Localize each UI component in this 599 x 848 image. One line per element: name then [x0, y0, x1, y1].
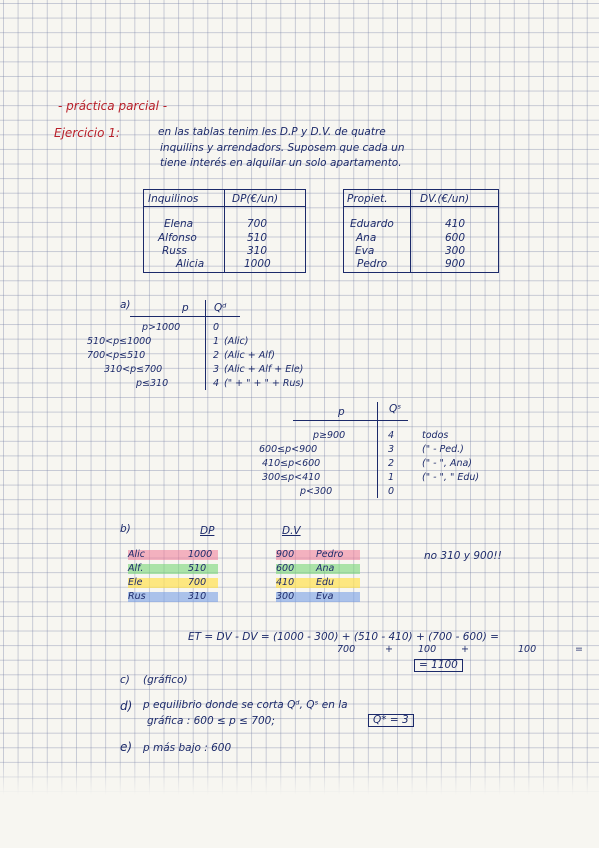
tenant-name: Russ: [162, 245, 187, 257]
et-term: +: [461, 644, 469, 655]
dp-row: [128, 592, 218, 602]
tenants-header-value: DP(€/un): [232, 193, 279, 205]
part-a-label: a): [120, 299, 131, 311]
demand-col-p: p: [182, 302, 189, 314]
dv-row-value: 900: [276, 549, 295, 560]
demand-row-note: (Alic + Alf): [224, 350, 275, 361]
tenants-header-name: Inquilinos: [148, 193, 199, 205]
part-c-label: c): [120, 674, 130, 686]
part-d-line-1: p equilibrio donde se corta Qᵈ, Qˢ en la: [143, 699, 348, 711]
supply-row-p: p<300: [300, 486, 333, 497]
supply-row-note: todos: [422, 430, 449, 441]
dv-row: [276, 592, 360, 602]
supply-row-p: 410≤p<600: [262, 458, 321, 469]
supply-row-q: 3: [388, 444, 395, 455]
dp-row-name: Alic: [128, 549, 146, 560]
demand-row-q: 2: [213, 350, 220, 361]
supply-row-note: (" - Ped.): [422, 444, 464, 455]
dv-row-name: Edu: [316, 577, 335, 588]
dp-row: [128, 578, 218, 588]
owner-name: Pedro: [357, 258, 388, 270]
demand-row-note: (Alic): [224, 336, 249, 347]
supply-row-p: p≥900: [313, 430, 346, 441]
part-d-line-2: gráfica : 600 ≤ p ≤ 700;: [147, 715, 275, 727]
owners-table-header-divider: [343, 206, 498, 207]
part-c-text: (gráfico): [143, 674, 188, 686]
owner-value: 410: [445, 218, 466, 230]
supply-col-p: p: [338, 406, 345, 418]
tenant-value: 310: [247, 245, 268, 257]
tenant-name: Alicia: [176, 258, 205, 270]
dv-row-value: 600: [276, 563, 295, 574]
demand-table-hline: [130, 316, 240, 317]
supply-row-p: 600≤p<900: [259, 444, 318, 455]
tenant-value: 700: [247, 218, 268, 230]
demand-row-p: 310<p≤700: [104, 364, 163, 375]
tenant-name: Elena: [164, 218, 194, 230]
et-term: 100: [518, 644, 537, 655]
dv-row: [276, 564, 360, 574]
dp-row-name: Rus: [128, 591, 146, 602]
supply-row-note: (" - ", " Edu): [422, 472, 480, 483]
dp-row: [128, 550, 218, 560]
demand-row-q: 0: [213, 322, 220, 333]
owners-table-col-divider: [410, 189, 411, 272]
demand-row-p: 510<p≤1000: [87, 336, 152, 347]
tenant-value: 1000: [244, 258, 271, 270]
demand-row-q: 3: [213, 364, 220, 375]
dv-row-name: Eva: [316, 591, 334, 602]
part-b-label: b): [120, 523, 131, 535]
demand-row-p: p≤310: [136, 378, 169, 389]
intro-line-3: tiene interés en alquilar un solo apartamento.: [160, 157, 402, 169]
dp-row-value: 700: [188, 577, 207, 588]
equilibrium-quantity-box: Q* = 3: [368, 714, 414, 727]
et-result: = 1100: [414, 659, 463, 672]
part-d-label: d): [120, 699, 133, 713]
part-e-text: p más bajo : 600: [143, 742, 232, 754]
demand-row-note: (Alic + Alf + Ele): [224, 364, 304, 375]
supply-row-q: 0: [388, 486, 395, 497]
owner-value: 600: [445, 232, 466, 244]
dp-row-value: 510: [188, 563, 207, 574]
et-term: 100: [418, 644, 437, 655]
demand-row-p: p>1000: [142, 322, 181, 333]
dp-row-value: 1000: [188, 549, 213, 560]
supply-col-q: Qˢ: [389, 403, 402, 415]
dp-row-name: Alf.: [128, 563, 144, 574]
demand-row-q: 1: [213, 336, 220, 347]
demand-row-note: (" + " + " + Rus): [224, 378, 305, 389]
intro-line-2: inquilins y arrendadors. Suposem que cada un: [160, 142, 405, 154]
intro-line-1: en las tablas tenim les D.P y D.V. de quatre: [158, 126, 386, 138]
dp-row-name: Ele: [128, 577, 143, 588]
supply-row-q: 4: [388, 430, 395, 441]
et-formula: ET = DV - DV = (1000 - 300) + (510 - 410) + (700 - 600) =: [188, 631, 499, 643]
exercise-label: Ejercicio 1:: [54, 126, 120, 140]
supply-row-q: 1: [388, 472, 395, 483]
dv-row: [276, 578, 360, 588]
dv-row-value: 410: [276, 577, 295, 588]
tenant-value: 510: [247, 232, 268, 244]
dv-row-name: Pedro: [316, 549, 344, 560]
supply-row-p: 300≤p<410: [262, 472, 321, 483]
tenant-name: Alfonso: [158, 232, 197, 244]
owner-value: 900: [445, 258, 466, 270]
demand-table-vline: [205, 300, 206, 390]
dv-row-value: 300: [276, 591, 295, 602]
dp-row: [128, 564, 218, 574]
demand-row-p: 700<p≤510: [87, 350, 146, 361]
owner-value: 300: [445, 245, 466, 257]
dp-header: DP: [200, 525, 215, 537]
page-title: - práctica parcial -: [58, 99, 168, 113]
supply-table-hline: [293, 420, 408, 421]
et-term: +: [385, 644, 393, 655]
owner-name: Ana: [356, 232, 377, 244]
owners-header-value: DV.(€/un): [420, 193, 470, 205]
owner-name: Eduardo: [350, 218, 394, 230]
dv-header: D.V: [282, 525, 301, 537]
owners-header-name: Propiet.: [347, 193, 388, 205]
dv-row: [276, 550, 360, 560]
et-term: =: [575, 644, 583, 655]
supply-row-note: (" - ", Ana): [422, 458, 473, 469]
dp-row-value: 310: [188, 591, 207, 602]
owner-name: Eva: [355, 245, 375, 257]
part-b-note: no 310 y 900!!: [424, 550, 502, 562]
et-term: 700: [337, 644, 356, 655]
part-e-label: e): [120, 740, 133, 754]
demand-row-q: 4: [213, 378, 220, 389]
tenants-table-col-divider: [224, 189, 225, 272]
page-bottom-margin: [0, 760, 599, 848]
supply-row-q: 2: [388, 458, 395, 469]
supply-table-vline: [377, 402, 378, 498]
demand-col-q: Qᵈ: [214, 302, 227, 314]
dv-row-name: Ana: [316, 563, 335, 574]
